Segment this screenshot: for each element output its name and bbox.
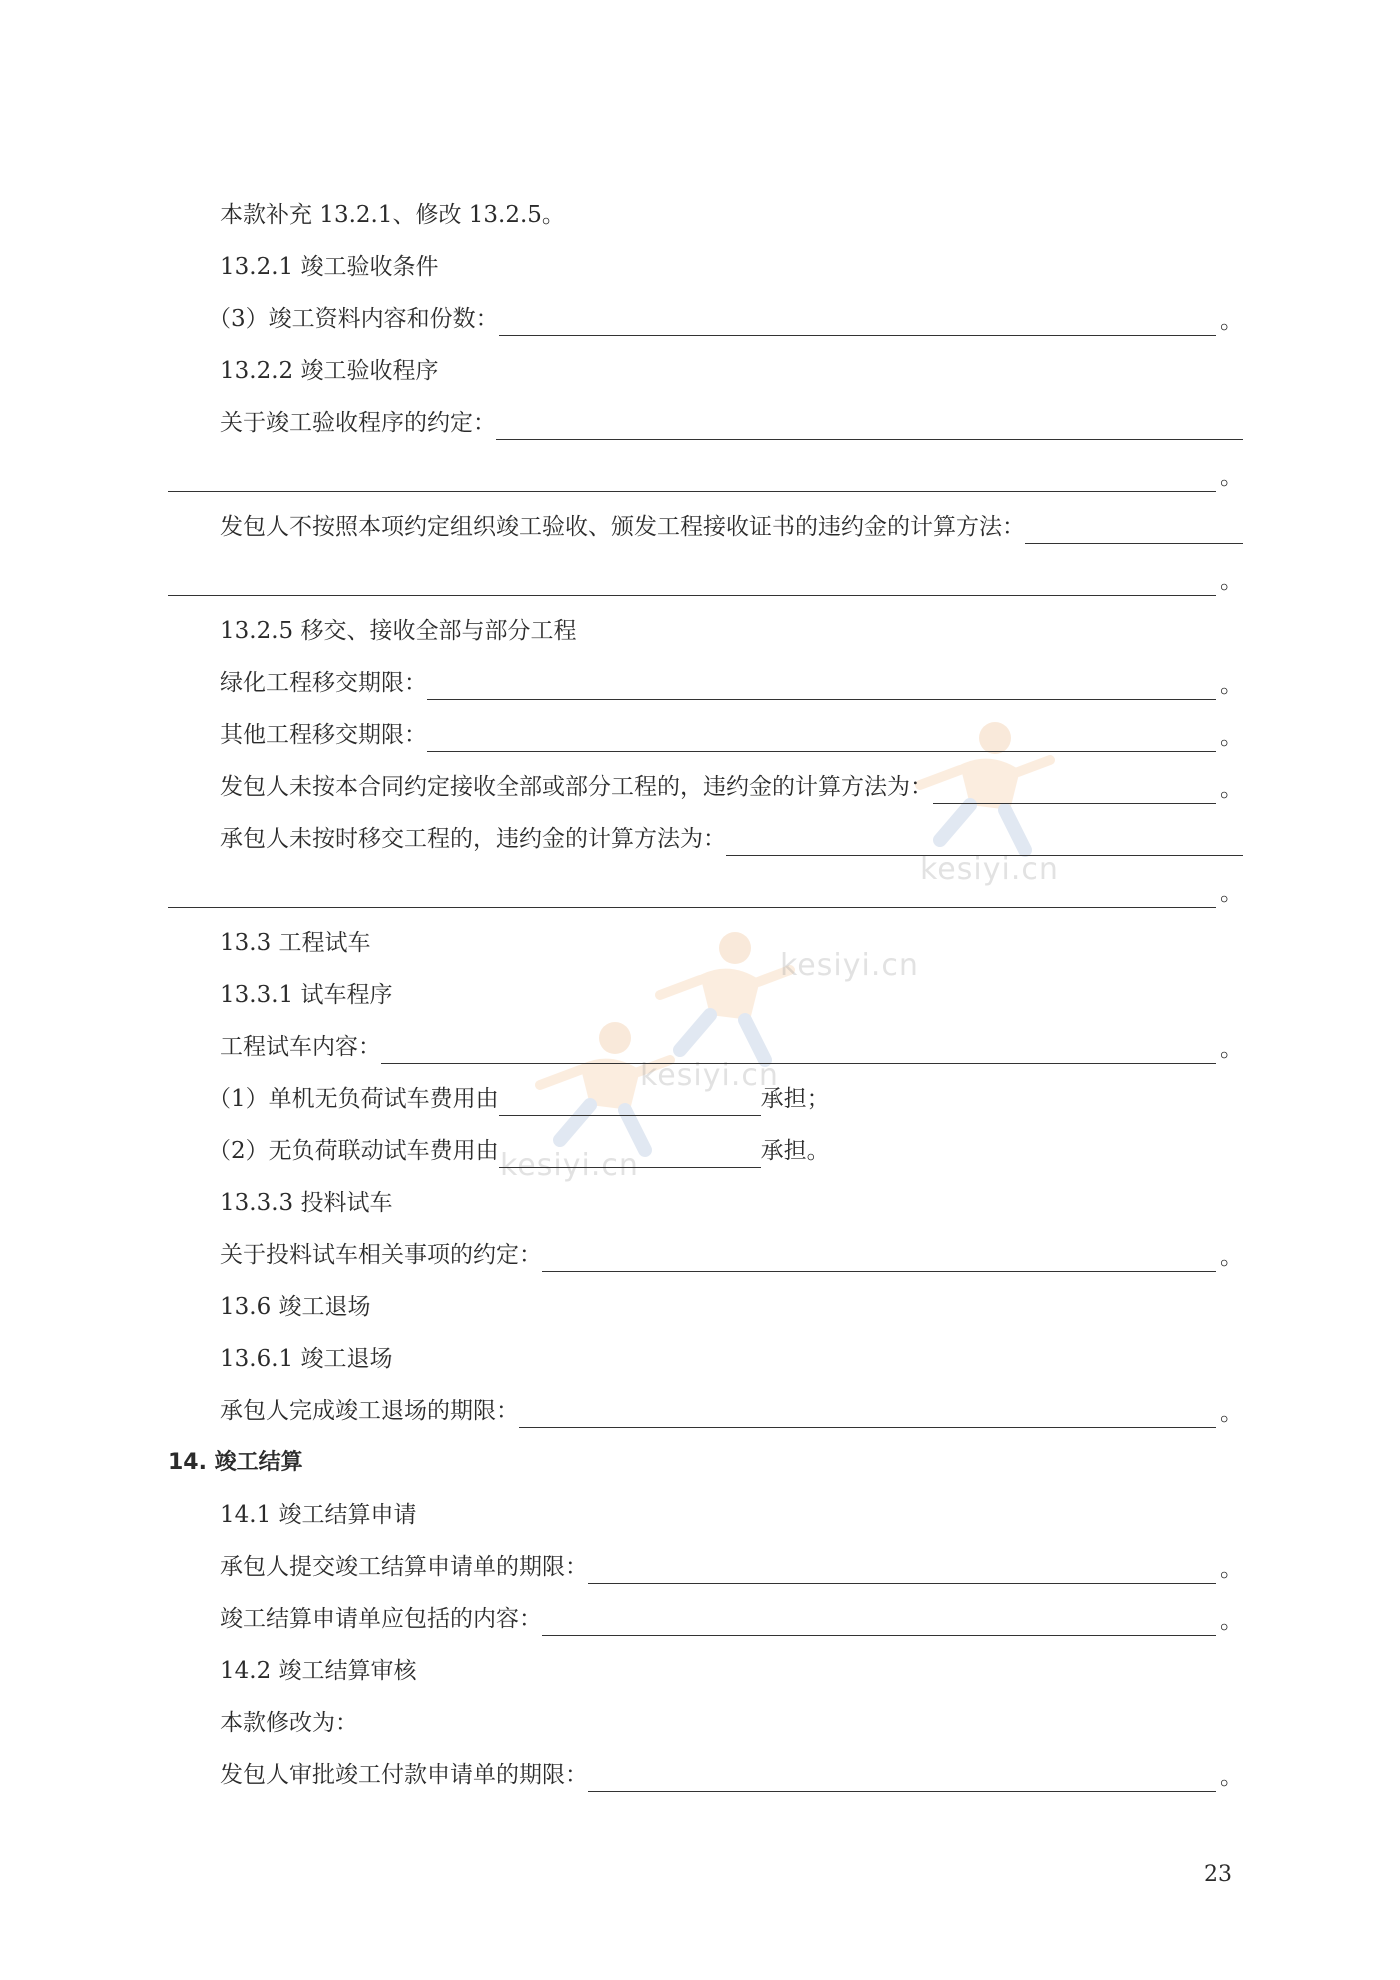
form-line bbox=[220, 1236, 1243, 1272]
blank-field[interactable] bbox=[499, 1089, 761, 1116]
line-text: 13.6.1 竣工退场 bbox=[220, 1346, 393, 1372]
section-heading bbox=[220, 248, 438, 284]
section-heading bbox=[220, 976, 392, 1012]
period-mark: 。 bbox=[1220, 1244, 1243, 1270]
field-label: 承包人未按时移交工程的，违约金的计算方法为： bbox=[220, 826, 726, 852]
form-line bbox=[208, 1132, 830, 1168]
field-suffix: 承担。 bbox=[760, 1138, 830, 1164]
section-heading bbox=[220, 1496, 417, 1532]
period-mark: 。 bbox=[1220, 1400, 1243, 1426]
period-mark: 。 bbox=[1220, 1608, 1243, 1634]
blank-field[interactable] bbox=[499, 1141, 761, 1168]
text-line bbox=[220, 196, 565, 232]
line-text: 本款补充 13.2.1、修改 13.2.5。 bbox=[220, 202, 565, 228]
field-label: 承包人提交竣工结算申请单的期限： bbox=[220, 1554, 588, 1580]
blank-field[interactable] bbox=[499, 309, 1216, 336]
form-line bbox=[220, 820, 1243, 856]
field-label: （1）单机无负荷试车费用由 bbox=[208, 1086, 499, 1112]
form-line bbox=[220, 1548, 1243, 1584]
field-label: 发包人审批竣工付款申请单的期限： bbox=[220, 1762, 588, 1788]
form-line bbox=[208, 1080, 830, 1116]
chapter-heading bbox=[168, 1444, 303, 1480]
page-number: 23 bbox=[1204, 1862, 1232, 1887]
field-label: 发包人不按照本项约定组织竣工验收、颁发工程接收证书的违约金的计算方法： bbox=[220, 514, 1025, 540]
period-mark: 。 bbox=[1220, 724, 1243, 750]
period-mark: 。 bbox=[1220, 308, 1243, 334]
form-line bbox=[220, 1600, 1243, 1636]
blank-field[interactable] bbox=[542, 1609, 1216, 1636]
section-heading bbox=[220, 1340, 392, 1376]
period-mark: 。 bbox=[1220, 568, 1243, 594]
line-text: 本款修改为： bbox=[220, 1710, 358, 1736]
line-text: 13.3 工程试车 bbox=[220, 930, 371, 956]
line-text: 14.2 竣工结算审核 bbox=[220, 1658, 417, 1684]
form-line bbox=[168, 456, 1243, 492]
watermark-text: kesiyi.cn bbox=[920, 852, 1059, 887]
section-heading bbox=[220, 352, 438, 388]
blank-field[interactable] bbox=[588, 1765, 1216, 1792]
blank-field[interactable] bbox=[542, 1245, 1216, 1272]
form-line bbox=[168, 872, 1243, 908]
form-line bbox=[220, 768, 1243, 804]
line-text: 13.2.2 竣工验收程序 bbox=[220, 358, 439, 384]
blank-field[interactable] bbox=[1025, 517, 1243, 544]
field-label: 承包人完成竣工退场的期限： bbox=[220, 1398, 519, 1424]
section-heading bbox=[220, 1652, 417, 1688]
field-label: 发包人未按本合同约定接收全部或部分工程的，违约金的计算方法为： bbox=[220, 774, 933, 800]
form-line bbox=[220, 716, 1243, 752]
field-suffix: 承担； bbox=[760, 1086, 830, 1112]
section-heading bbox=[220, 924, 371, 960]
blank-field[interactable] bbox=[496, 413, 1243, 440]
form-line bbox=[220, 404, 1243, 440]
blank-field[interactable] bbox=[168, 569, 1216, 596]
blank-field[interactable] bbox=[933, 777, 1216, 804]
form-line bbox=[208, 300, 1243, 336]
form-line bbox=[220, 664, 1243, 700]
line-text: 13.6 竣工退场 bbox=[220, 1294, 371, 1320]
blank-field[interactable] bbox=[381, 1037, 1216, 1064]
watermark-text: kesiyi.cn bbox=[780, 948, 919, 983]
form-line bbox=[220, 1028, 1243, 1064]
blank-field[interactable] bbox=[588, 1557, 1216, 1584]
field-label: （3）竣工资料内容和份数： bbox=[208, 306, 499, 332]
blank-field[interactable] bbox=[726, 829, 1243, 856]
period-mark: 。 bbox=[1220, 1036, 1243, 1062]
form-line bbox=[168, 560, 1243, 596]
field-label: 关于投料试车相关事项的约定： bbox=[220, 1242, 542, 1268]
period-mark: 。 bbox=[1220, 1764, 1243, 1790]
field-label: （2）无负荷联动试车费用由 bbox=[208, 1138, 499, 1164]
watermark-text: kesiyi.cn bbox=[500, 1148, 639, 1183]
field-label: 其他工程移交期限： bbox=[220, 722, 427, 748]
blank-field[interactable] bbox=[168, 881, 1216, 908]
line-text: 14. 竣工结算 bbox=[168, 1450, 303, 1475]
field-label: 关于竣工验收程序的约定： bbox=[220, 410, 496, 436]
field-label: 绿化工程移交期限： bbox=[220, 670, 427, 696]
section-heading bbox=[220, 1184, 392, 1220]
section-heading bbox=[220, 612, 576, 648]
period-mark: 。 bbox=[1220, 776, 1243, 802]
watermark-text: kesiyi.cn bbox=[640, 1058, 779, 1093]
blank-field[interactable] bbox=[427, 673, 1216, 700]
period-mark: 。 bbox=[1220, 672, 1243, 698]
line-text: 13.3.3 投料试车 bbox=[220, 1190, 393, 1216]
section-heading bbox=[220, 1288, 371, 1324]
form-line bbox=[220, 1392, 1243, 1428]
period-mark: 。 bbox=[1220, 880, 1243, 906]
blank-field[interactable] bbox=[168, 465, 1216, 492]
period-mark: 。 bbox=[1220, 1556, 1243, 1582]
blank-field[interactable] bbox=[519, 1401, 1216, 1428]
line-text: 14.1 竣工结算申请 bbox=[220, 1502, 417, 1528]
blank-field[interactable] bbox=[427, 725, 1216, 752]
line-text: 13.3.1 试车程序 bbox=[220, 982, 393, 1008]
period-mark: 。 bbox=[1220, 464, 1243, 490]
line-text: 13.2.5 移交、接收全部与部分工程 bbox=[220, 618, 577, 644]
line-text: 13.2.1 竣工验收条件 bbox=[220, 254, 439, 280]
field-label: 竣工结算申请单应包括的内容： bbox=[220, 1606, 542, 1632]
field-label: 工程试车内容： bbox=[220, 1034, 381, 1060]
form-line bbox=[220, 508, 1243, 544]
text-line bbox=[220, 1704, 358, 1740]
form-line bbox=[220, 1756, 1243, 1792]
